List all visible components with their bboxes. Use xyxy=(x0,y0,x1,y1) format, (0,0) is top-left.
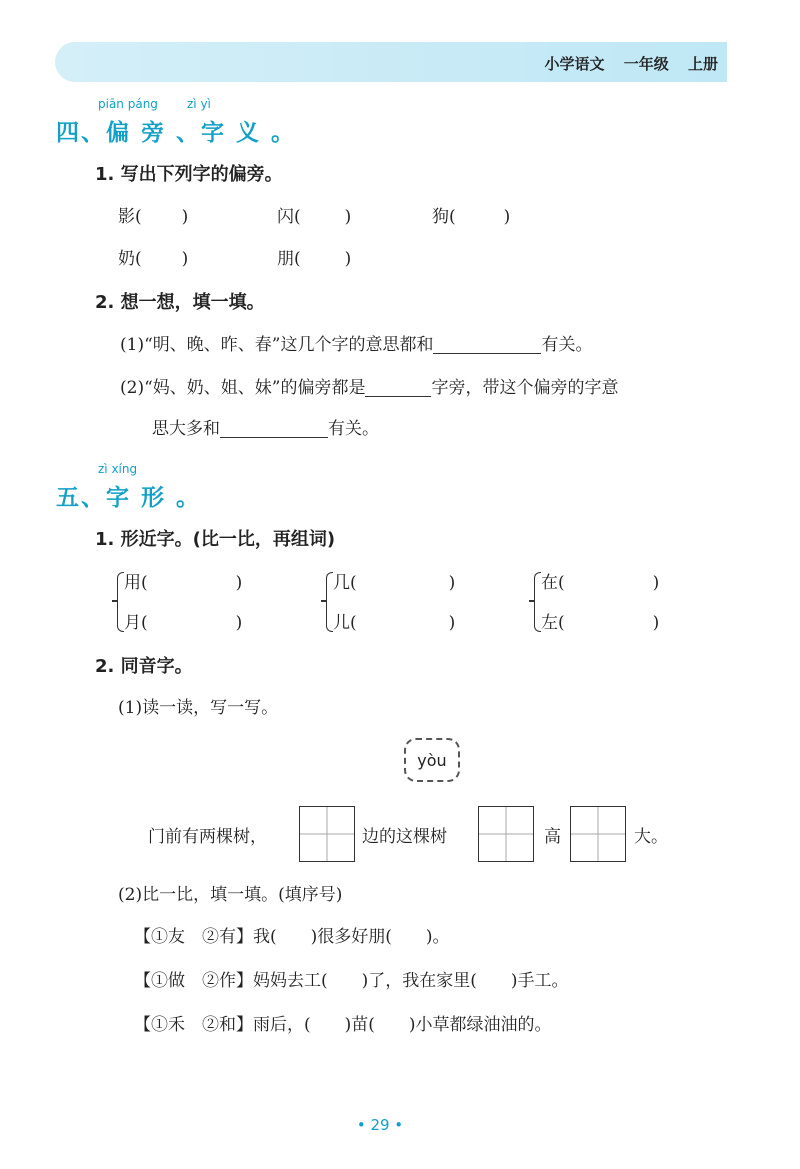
sentence-part-c: 高 xyxy=(544,827,561,847)
section5-title: 五、字 形 。 xyxy=(56,485,202,511)
s4-q2-line3: 思大多和 有关。 xyxy=(152,419,379,439)
s4-q2-title: 2. 想一想，填一填。 xyxy=(95,292,265,313)
similar-char-3b: 左( ) xyxy=(541,613,660,633)
radical-item-4: 奶( ) xyxy=(118,249,189,269)
fill-row-2 xyxy=(134,966,569,991)
radical-item-3: 狗( ) xyxy=(432,207,511,227)
fill-row-3 xyxy=(134,1010,552,1035)
sentence-part-d: 大。 xyxy=(634,827,668,847)
fill-row-text: 我( )很多好朋( )。 xyxy=(253,927,450,947)
section4-pinyin-1: piān páng xyxy=(98,97,158,111)
writing-grid-2[interactable] xyxy=(478,806,534,862)
sentence-part-a: 门前有两棵树， xyxy=(148,827,267,847)
header-info xyxy=(530,53,718,74)
s5-q2-title: 2. 同音字。 xyxy=(95,656,193,677)
answer-blank[interactable] xyxy=(220,436,328,438)
header-volume: 上册 xyxy=(687,55,718,73)
header-subject: 小学语文 xyxy=(544,55,605,73)
writing-grid-1[interactable] xyxy=(299,806,355,862)
similar-char-2b: 儿( ) xyxy=(333,613,456,633)
s5-q2-sub1: (1)读一读，写一写。 xyxy=(118,698,279,718)
brace xyxy=(326,572,333,632)
s4-q2-line1: (1)“明、晚、昨、春”这几个字的意思都和 有关。 xyxy=(120,335,593,355)
s5-q1-title: 1. 形近字。(比一比，再组词) xyxy=(95,529,336,550)
answer-blank[interactable] xyxy=(433,352,541,354)
fill-row-text: 雨后，( )苗( )小草都绿油油的。 xyxy=(253,1015,552,1035)
similar-char-3a: 在( ) xyxy=(541,573,660,593)
brace xyxy=(534,572,541,632)
s4-q2-line2: (2)“妈、奶、姐、妹”的偏旁都是 字旁，带这个偏旁的字意 xyxy=(120,378,619,398)
radical-item-2: 闪( ) xyxy=(277,207,352,227)
pinyin-card: yòu xyxy=(404,738,460,782)
similar-char-1a: 用( ) xyxy=(124,573,243,593)
similar-char-2a: 几( ) xyxy=(333,573,456,593)
fill-row-options: 【①做 ②作】 xyxy=(134,971,253,991)
fill-row-options: 【①友 ②有】 xyxy=(134,927,253,947)
section4-pinyin-2: zì yì xyxy=(187,97,211,111)
radical-item-5: 朋( ) xyxy=(277,249,352,269)
fill-row-options: 【①禾 ②和】 xyxy=(134,1015,253,1035)
section4-title: 四、偏 旁 、字 义 。 xyxy=(56,120,297,146)
header-grade: 一年级 xyxy=(623,55,669,73)
section5-pinyin: zì xíng xyxy=(98,462,138,476)
fill-row-text: 妈妈去工( )了，我在家里( )手工。 xyxy=(253,971,569,991)
sentence-part-b: 边的这棵树 xyxy=(362,827,447,847)
answer-blank[interactable] xyxy=(365,395,431,397)
s4-q1-title: 1. 写出下列字的偏旁。 xyxy=(95,164,283,185)
writing-grid-3[interactable] xyxy=(570,806,626,862)
page-number: • 29 • xyxy=(356,1116,404,1134)
radical-item-1: 影( ) xyxy=(118,207,189,227)
s5-q2-sub2: (2)比一比，填一填。(填序号) xyxy=(118,885,343,905)
brace xyxy=(117,572,124,632)
fill-row-1 xyxy=(134,922,450,947)
similar-char-1b: 月( ) xyxy=(124,613,243,633)
